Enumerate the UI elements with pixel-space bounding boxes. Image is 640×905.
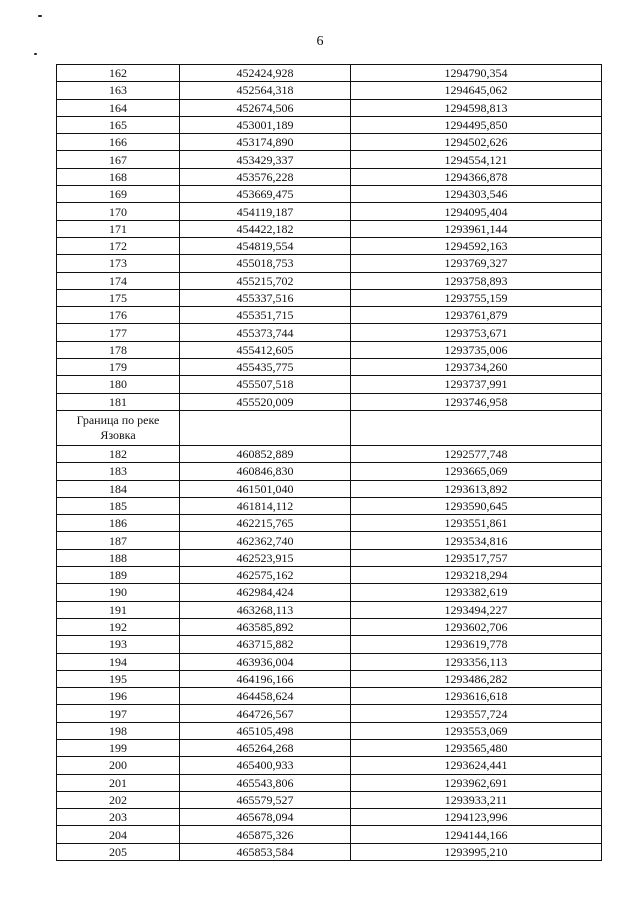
point-number-cell: 181 <box>57 393 180 410</box>
y-coordinate-cell: 1294790,354 <box>351 65 602 82</box>
table-row <box>57 567 602 584</box>
y-coordinate-cell: 1293761,879 <box>351 307 602 324</box>
x-coordinate-cell: 462575,162 <box>180 567 351 584</box>
point-number-cell: 172 <box>57 237 180 254</box>
y-coordinate-cell: 1293613,892 <box>351 480 602 497</box>
y-coordinate-cell: 1294592,163 <box>351 237 602 254</box>
section-empty-cell <box>180 410 351 445</box>
table-row <box>57 134 602 151</box>
y-coordinate-cell: 1293665,069 <box>351 463 602 480</box>
y-coordinate-cell: 1294554,121 <box>351 151 602 168</box>
table-row <box>57 359 602 376</box>
point-number-cell: 164 <box>57 99 180 116</box>
table-row <box>57 809 602 826</box>
page-number: 6 <box>316 34 324 49</box>
y-coordinate-cell: 1293565,480 <box>351 739 602 756</box>
y-coordinate-cell: 1292577,748 <box>351 445 602 462</box>
x-coordinate-cell: 464196,166 <box>180 670 351 687</box>
table-row <box>57 324 602 341</box>
table-row <box>57 757 602 774</box>
x-coordinate-cell: 463715,882 <box>180 636 351 653</box>
table-body-lower <box>57 445 602 860</box>
y-coordinate-cell: 1294144,166 <box>351 826 602 843</box>
table-row <box>57 688 602 705</box>
y-coordinate-cell: 1293553,069 <box>351 722 602 739</box>
y-coordinate-cell: 1293602,706 <box>351 618 602 635</box>
point-number-cell: 187 <box>57 532 180 549</box>
x-coordinate-cell: 463268,113 <box>180 601 351 618</box>
x-coordinate-cell: 461501,040 <box>180 480 351 497</box>
table-row <box>57 82 602 99</box>
point-number-cell: 165 <box>57 116 180 133</box>
x-coordinate-cell: 462362,740 <box>180 532 351 549</box>
x-coordinate-cell: 465264,268 <box>180 739 351 756</box>
y-coordinate-cell: 1293758,893 <box>351 272 602 289</box>
table-row <box>57 670 602 687</box>
table-row <box>57 376 602 393</box>
table-row <box>57 791 602 808</box>
table-row <box>57 497 602 514</box>
x-coordinate-cell: 465400,933 <box>180 757 351 774</box>
table-row <box>57 237 602 254</box>
x-coordinate-cell: 462215,765 <box>180 515 351 532</box>
table-row <box>57 601 602 618</box>
x-coordinate-cell: 453429,337 <box>180 151 351 168</box>
table-body-section <box>57 410 602 445</box>
y-coordinate-cell: 1294123,996 <box>351 809 602 826</box>
table-row <box>57 653 602 670</box>
table-row <box>57 584 602 601</box>
y-coordinate-cell: 1293933,211 <box>351 791 602 808</box>
y-coordinate-cell: 1294095,404 <box>351 203 602 220</box>
point-number-cell: 199 <box>57 739 180 756</box>
table-row <box>57 65 602 82</box>
point-number-cell: 183 <box>57 463 180 480</box>
table-row <box>57 203 602 220</box>
point-number-cell: 174 <box>57 272 180 289</box>
y-coordinate-cell: 1293737,991 <box>351 376 602 393</box>
x-coordinate-cell: 464726,567 <box>180 705 351 722</box>
table-row <box>57 618 602 635</box>
x-coordinate-cell: 454819,554 <box>180 237 351 254</box>
x-coordinate-cell: 455520,009 <box>180 393 351 410</box>
y-coordinate-cell: 1293753,671 <box>351 324 602 341</box>
x-coordinate-cell: 455412,605 <box>180 341 351 358</box>
table-row <box>57 774 602 791</box>
point-number-cell: 180 <box>57 376 180 393</box>
y-coordinate-cell: 1294502,626 <box>351 134 602 151</box>
point-number-cell: 202 <box>57 791 180 808</box>
table-row <box>57 515 602 532</box>
point-number-cell: 175 <box>57 289 180 306</box>
x-coordinate-cell: 463936,004 <box>180 653 351 670</box>
x-coordinate-cell: 462984,424 <box>180 584 351 601</box>
table-row <box>57 532 602 549</box>
table-row <box>57 636 602 653</box>
table-row <box>57 255 602 272</box>
y-coordinate-cell: 1293769,327 <box>351 255 602 272</box>
point-number-cell: 185 <box>57 497 180 514</box>
x-coordinate-cell: 455215,702 <box>180 272 351 289</box>
scan-mark <box>38 15 42 17</box>
table-body-upper <box>57 65 602 411</box>
x-coordinate-cell: 462523,915 <box>180 549 351 566</box>
x-coordinate-cell: 465543,806 <box>180 774 351 791</box>
point-number-cell: 184 <box>57 480 180 497</box>
point-number-cell: 173 <box>57 255 180 272</box>
table-row <box>57 220 602 237</box>
scan-mark <box>34 53 37 55</box>
y-coordinate-cell: 1293746,958 <box>351 393 602 410</box>
y-coordinate-cell: 1293624,441 <box>351 757 602 774</box>
point-number-cell: 188 <box>57 549 180 566</box>
x-coordinate-cell: 455373,744 <box>180 324 351 341</box>
point-number-cell: 171 <box>57 220 180 237</box>
point-number-cell: 193 <box>57 636 180 653</box>
point-number-cell: 197 <box>57 705 180 722</box>
y-coordinate-cell: 1293734,260 <box>351 359 602 376</box>
section-row <box>57 410 602 445</box>
point-number-cell: 189 <box>57 567 180 584</box>
y-coordinate-cell: 1293755,159 <box>351 289 602 306</box>
point-number-cell: 198 <box>57 722 180 739</box>
table-row <box>57 272 602 289</box>
y-coordinate-cell: 1294366,878 <box>351 168 602 185</box>
table-row <box>57 186 602 203</box>
table-row <box>57 463 602 480</box>
x-coordinate-cell: 465875,326 <box>180 826 351 843</box>
point-number-cell: 178 <box>57 341 180 358</box>
y-coordinate-cell: 1294303,546 <box>351 186 602 203</box>
point-number-cell: 179 <box>57 359 180 376</box>
y-coordinate-cell: 1293218,294 <box>351 567 602 584</box>
point-number-cell: 190 <box>57 584 180 601</box>
y-coordinate-cell: 1293995,210 <box>351 843 602 860</box>
point-number-cell: 195 <box>57 670 180 687</box>
coordinates-table <box>56 64 602 861</box>
point-number-cell: 191 <box>57 601 180 618</box>
x-coordinate-cell: 463585,892 <box>180 618 351 635</box>
y-coordinate-cell: 1293551,861 <box>351 515 602 532</box>
y-coordinate-cell: 1294495,850 <box>351 116 602 133</box>
point-number-cell: 186 <box>57 515 180 532</box>
point-number-cell: 204 <box>57 826 180 843</box>
table-row <box>57 739 602 756</box>
point-number-cell: 166 <box>57 134 180 151</box>
y-coordinate-cell: 1293735,006 <box>351 341 602 358</box>
y-coordinate-cell: 1293590,645 <box>351 497 602 514</box>
x-coordinate-cell: 461814,112 <box>180 497 351 514</box>
y-coordinate-cell: 1293517,757 <box>351 549 602 566</box>
x-coordinate-cell: 465579,527 <box>180 791 351 808</box>
y-coordinate-cell: 1293494,227 <box>351 601 602 618</box>
table-row <box>57 393 602 410</box>
x-coordinate-cell: 454422,182 <box>180 220 351 237</box>
point-number-cell: 167 <box>57 151 180 168</box>
y-coordinate-cell: 1293534,816 <box>351 532 602 549</box>
section-label: Граница по реке Язовка <box>57 410 180 445</box>
point-number-cell: 163 <box>57 82 180 99</box>
y-coordinate-cell: 1293557,724 <box>351 705 602 722</box>
table-row <box>57 549 602 566</box>
x-coordinate-cell: 464458,624 <box>180 688 351 705</box>
table-row <box>57 480 602 497</box>
table-row <box>57 826 602 843</box>
y-coordinate-cell: 1293961,144 <box>351 220 602 237</box>
x-coordinate-cell: 455337,516 <box>180 289 351 306</box>
table-row <box>57 843 602 860</box>
point-number-cell: 162 <box>57 65 180 82</box>
point-number-cell: 196 <box>57 688 180 705</box>
table-row <box>57 341 602 358</box>
point-number-cell: 200 <box>57 757 180 774</box>
y-coordinate-cell: 1293962,691 <box>351 774 602 791</box>
y-coordinate-cell: 1293486,282 <box>351 670 602 687</box>
table-row <box>57 168 602 185</box>
x-coordinate-cell: 453001,189 <box>180 116 351 133</box>
point-number-cell: 168 <box>57 168 180 185</box>
point-number-cell: 192 <box>57 618 180 635</box>
point-number-cell: 177 <box>57 324 180 341</box>
point-number-cell: 169 <box>57 186 180 203</box>
table-row <box>57 289 602 306</box>
x-coordinate-cell: 455507,518 <box>180 376 351 393</box>
x-coordinate-cell: 455018,753 <box>180 255 351 272</box>
x-coordinate-cell: 454119,187 <box>180 203 351 220</box>
x-coordinate-cell: 453669,475 <box>180 186 351 203</box>
point-number-cell: 176 <box>57 307 180 324</box>
point-number-cell: 170 <box>57 203 180 220</box>
x-coordinate-cell: 465678,094 <box>180 809 351 826</box>
x-coordinate-cell: 452564,318 <box>180 82 351 99</box>
x-coordinate-cell: 453174,890 <box>180 134 351 151</box>
point-number-cell: 182 <box>57 445 180 462</box>
y-coordinate-cell: 1293356,113 <box>351 653 602 670</box>
x-coordinate-cell: 452424,928 <box>180 65 351 82</box>
point-number-cell: 205 <box>57 843 180 860</box>
y-coordinate-cell: 1294598,813 <box>351 99 602 116</box>
x-coordinate-cell: 460846,830 <box>180 463 351 480</box>
table-row <box>57 722 602 739</box>
x-coordinate-cell: 465105,498 <box>180 722 351 739</box>
x-coordinate-cell: 455351,715 <box>180 307 351 324</box>
x-coordinate-cell: 452674,506 <box>180 99 351 116</box>
point-number-cell: 203 <box>57 809 180 826</box>
section-empty-cell <box>351 410 602 445</box>
table-row <box>57 445 602 462</box>
y-coordinate-cell: 1294645,062 <box>351 82 602 99</box>
table-row <box>57 99 602 116</box>
y-coordinate-cell: 1293619,778 <box>351 636 602 653</box>
table-row <box>57 116 602 133</box>
x-coordinate-cell: 453576,228 <box>180 168 351 185</box>
table-row <box>57 705 602 722</box>
point-number-cell: 201 <box>57 774 180 791</box>
point-number-cell: 194 <box>57 653 180 670</box>
table-row <box>57 151 602 168</box>
y-coordinate-cell: 1293616,618 <box>351 688 602 705</box>
table-row <box>57 307 602 324</box>
x-coordinate-cell: 460852,889 <box>180 445 351 462</box>
x-coordinate-cell: 465853,584 <box>180 843 351 860</box>
x-coordinate-cell: 455435,775 <box>180 359 351 376</box>
y-coordinate-cell: 1293382,619 <box>351 584 602 601</box>
